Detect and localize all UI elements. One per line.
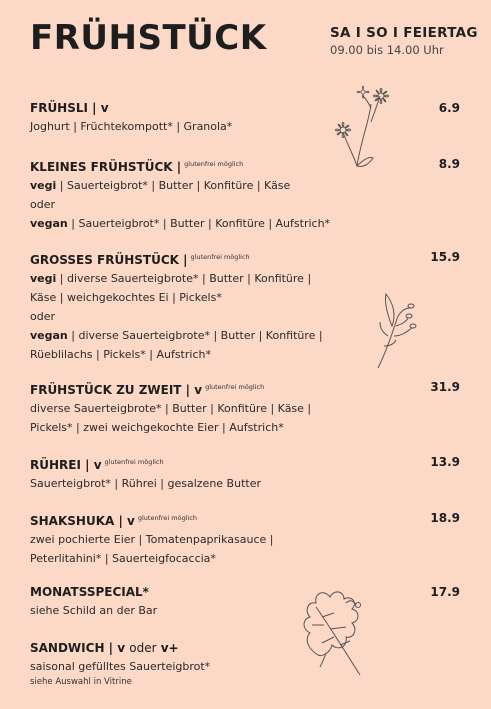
item-description: saisonal gefülltes Sauerteigbrot* (30, 660, 211, 673)
item-price: 15.9 (430, 250, 460, 264)
item-price: 6.9 (438, 101, 460, 115)
item-title: GROSSES FRÜHSTÜCK | $^{glutenfrei möglich}$ (30, 253, 250, 267)
item-description: Käse | weichgekochtes Ei | Pickels* (30, 291, 222, 304)
opening-time: 09.00 bis 14.00 Uhr (330, 43, 444, 57)
item-description: vegi | Sauerteigbrot* | Butter | Konfitüre | Käse (30, 179, 291, 192)
menu-item-kleines-fruehstueck (30, 155, 460, 233)
menu-item-shakshuka (30, 509, 460, 568)
menu-item-ruehrei (30, 453, 460, 493)
item-description: Sauerteigbrot* | Rührei | gesalzene Butter (30, 477, 261, 490)
item-title: FRÜHSLI | v (30, 101, 109, 115)
gluten-note: glutenfrei möglich (205, 383, 265, 391)
item-title: SHAKSHUKA | v $^{glutenfrei möglich}$ (30, 514, 198, 528)
item-description: oder (30, 198, 56, 211)
item-price: 17.9 (430, 585, 460, 599)
item-description: siehe Schild an der Bar (30, 604, 158, 617)
gluten-note: glutenfrei möglich (137, 514, 198, 522)
item-price: 8.9 (438, 157, 460, 171)
item-title: MONATSSPECIAL* (30, 585, 149, 599)
item-title: KLEINES FRÜHSTÜCK | $^{glutenfrei möglich}$ (30, 160, 244, 174)
item-description: vegan | Sauerteigbrot* | Butter | Konfitüre | Aufstrich* (30, 217, 331, 230)
menu-item-fruehstueck-zu-zweit (30, 378, 460, 437)
item-description: Joghurt | Früchtekompott* | Granola* (30, 120, 233, 133)
item-description: vegi | diverse Sauerteigbrote* | Butter | Konfitüre | (30, 272, 312, 285)
item-description: Peterlitahini* | Sauerteigfocaccia* (30, 552, 216, 565)
opening-hours (330, 25, 478, 57)
item-description: oder (30, 310, 56, 323)
gluten-note: glutenfrei möglich (104, 458, 164, 466)
item-description: diverse Sauerteigbrote* | Butter | Konfitüre | Käse | (30, 402, 312, 415)
item-price: 18.9 (430, 511, 460, 525)
item-description: Rüeblilachs | Pickels* | Aufstrich* (30, 348, 211, 361)
item-price: 13.9 (430, 455, 460, 469)
menu-item-grosses-fruehstueck (30, 248, 460, 364)
item-price: 31.9 (430, 380, 460, 394)
item-description: vegan | diverse Sauerteigbrote* | Butter | Konfitüre | (30, 329, 323, 342)
item-note: siehe Auswahl in Vitrine (30, 677, 132, 687)
item-title: RÜHREI | v $^{glutenfrei möglich}$ (30, 458, 164, 472)
item-title: SANDWICH | v oder v+ (30, 641, 179, 655)
menu-item-monatsspecial (30, 583, 460, 620)
gluten-note: glutenfrei möglich (190, 253, 250, 261)
opening-days: SA I SO I FEIERTAG (330, 25, 478, 41)
item-description: zwei pochierte Eier | Tomatenpaprikasauce | (30, 533, 274, 546)
item-description: Pickels* | zwei weichgekochte Eier | Aufstrich* (30, 421, 284, 434)
item-title: FRÜHSTÜCK ZU ZWEIT | v $^{glutenfrei möglich}$ (30, 383, 265, 397)
menu-item-fruehsli (30, 99, 460, 136)
gluten-note: glutenfrei möglich (184, 160, 244, 168)
menu-item-sandwich (30, 639, 460, 689)
page-title: FRÜHSTÜCK (30, 18, 267, 58)
